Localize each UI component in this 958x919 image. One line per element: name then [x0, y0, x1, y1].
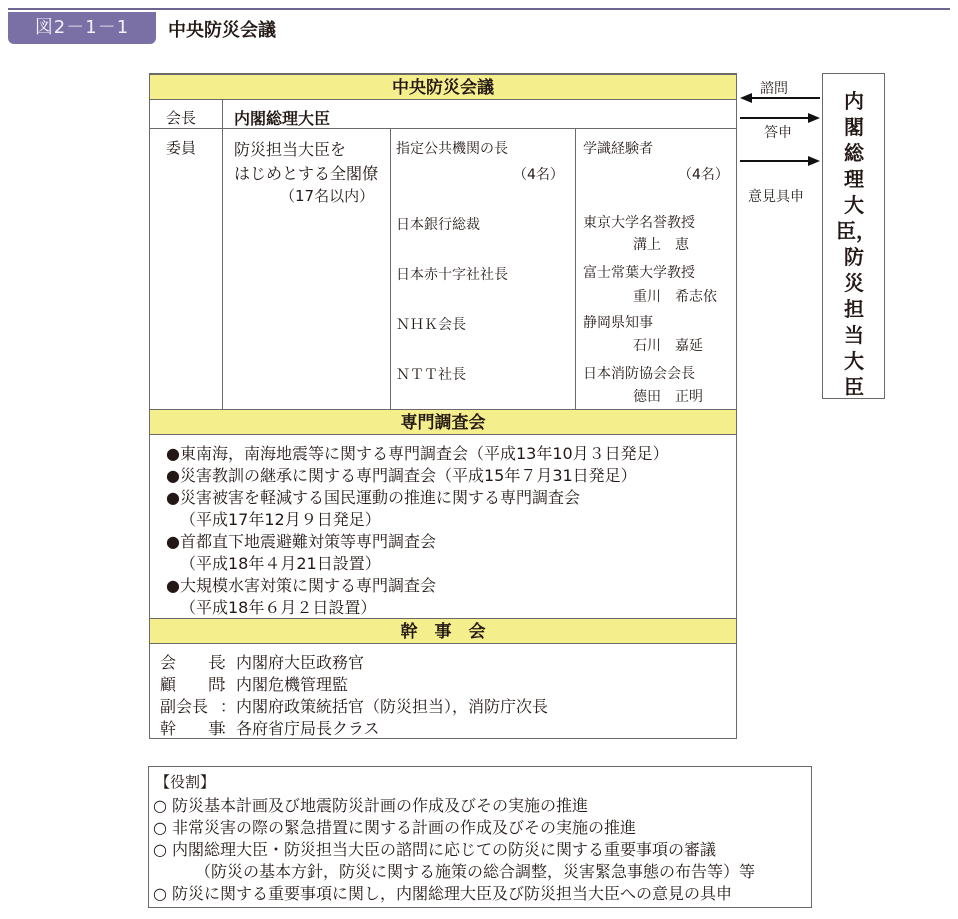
prime-minister-box	[822, 73, 885, 399]
chair-value: 内閣総理大臣	[234, 109, 331, 128]
members-ministers-line1: 防災担当大臣を	[234, 140, 347, 159]
role-item: ○ 防災基本計画及び地震防災計画の作成及びその実施の推進	[153, 796, 589, 815]
expert-name: 石川 嘉延	[633, 338, 703, 354]
committee-line: （平成18年４月21日設置）	[180, 554, 381, 573]
expert-committees-title-bar: 専門調査会	[150, 409, 736, 435]
exec-row-label: 副会長	[160, 697, 209, 716]
exec-row-value: ：内閣府政策統括官（防災担当），消防庁次長	[220, 697, 549, 716]
exec-row-value: ：各府省庁局長クラス	[220, 719, 380, 738]
public-heads-column-divider	[575, 128, 576, 409]
experts-title: 学識経験者	[583, 141, 653, 157]
header-rule	[8, 8, 950, 10]
exec-row-label: 幹 事	[160, 719, 225, 738]
public-heads-title: 指定公共機関の長	[396, 141, 508, 157]
figure-title: 中央防災会議	[168, 20, 276, 41]
committee-line: ●首都直下地震避難対策等専門調査会	[166, 532, 436, 551]
inquiry-arrow	[740, 93, 820, 103]
roles-title: 【役割】	[155, 773, 216, 791]
expert-name: 德田 正明	[633, 389, 703, 405]
opinion-arrow	[740, 156, 820, 166]
opinion-label: 意見具申	[748, 189, 804, 205]
expert-title: 東京大学名誉教授	[583, 215, 695, 231]
expert-title: 静岡県知事	[583, 315, 653, 331]
label-column-divider	[222, 100, 223, 409]
expert-title: 富士常葉大学教授	[583, 265, 695, 281]
role-item-continuation: （防災の基本方針，防災に関する施策の総合調整，災害緊急事態の布告等）等	[195, 862, 756, 881]
members-ministers-line2: はじめとする全閣僚	[234, 164, 379, 183]
experts-count: （4名）	[678, 167, 729, 183]
public-head-item: ＮＨＫ会長	[396, 317, 466, 333]
committee-line: （平成17年12月９日発足）	[180, 510, 381, 529]
role-item: ○ 内閣総理大臣・防災担当大臣の諮問に応じての防災に関する重要事項の審議	[153, 840, 717, 859]
committee-line: （平成18年６月２日設置）	[180, 598, 377, 617]
expert-title: 日本消防協会会長	[583, 366, 695, 382]
public-head-item: ＮＴＴ社長	[396, 367, 466, 383]
exec-row-label: 顧 問	[160, 675, 225, 694]
expert-name: 重川 希志依	[633, 289, 717, 305]
chair-row-divider	[150, 128, 736, 129]
committee-line: ●大規模水害対策に関する専門調査会	[166, 576, 436, 595]
central-disaster-council-box	[149, 73, 737, 739]
report-label: 答申	[764, 125, 792, 141]
exec-row-value: ：内閣危機管理監	[220, 675, 349, 694]
chair-label: 会長	[166, 109, 197, 127]
inquiry-label: 諮問	[760, 81, 788, 97]
public-heads-count: （4名）	[513, 167, 564, 183]
committee-line: ●災害被害を軽減する国民運動の推進に関する専門調査会	[166, 488, 580, 507]
figure-number-tab: 図2－1－1	[8, 12, 156, 44]
executive-committee-title-bar: 幹 事 会	[150, 618, 736, 644]
role-item: ○ 防災に関する重要事項に関し，内閣総理大臣及び防災担当大臣への意見の具申	[153, 884, 733, 903]
prime-minister-text: 内閣総理大臣，防災担当大臣	[836, 89, 876, 399]
committee-line: ●東南海，南海地震等に関する専門調査会（平成13年10月３日発足）	[166, 444, 669, 463]
public-head-item: 日本赤十字社社長	[396, 267, 508, 283]
members-label: 委員	[166, 139, 197, 157]
expert-name: 溝上 恵	[633, 237, 689, 253]
members-ministers-count: （17名以内）	[280, 187, 375, 205]
roles-box	[148, 766, 812, 908]
council-title-bar: 中央防災会議	[150, 74, 736, 100]
committee-line: ●災害教訓の継承に関する専門調査会（平成15年７月31日発足）	[166, 466, 637, 485]
exec-row-label: 会 長	[160, 653, 225, 672]
ministers-column-divider	[390, 128, 391, 409]
public-head-item: 日本銀行総裁	[396, 217, 480, 233]
exec-row-value: ：内閣府大臣政務官	[220, 653, 365, 672]
role-item: ○ 非常災害の際の緊急措置に関する計画の作成及びその実施の推進	[153, 818, 637, 837]
